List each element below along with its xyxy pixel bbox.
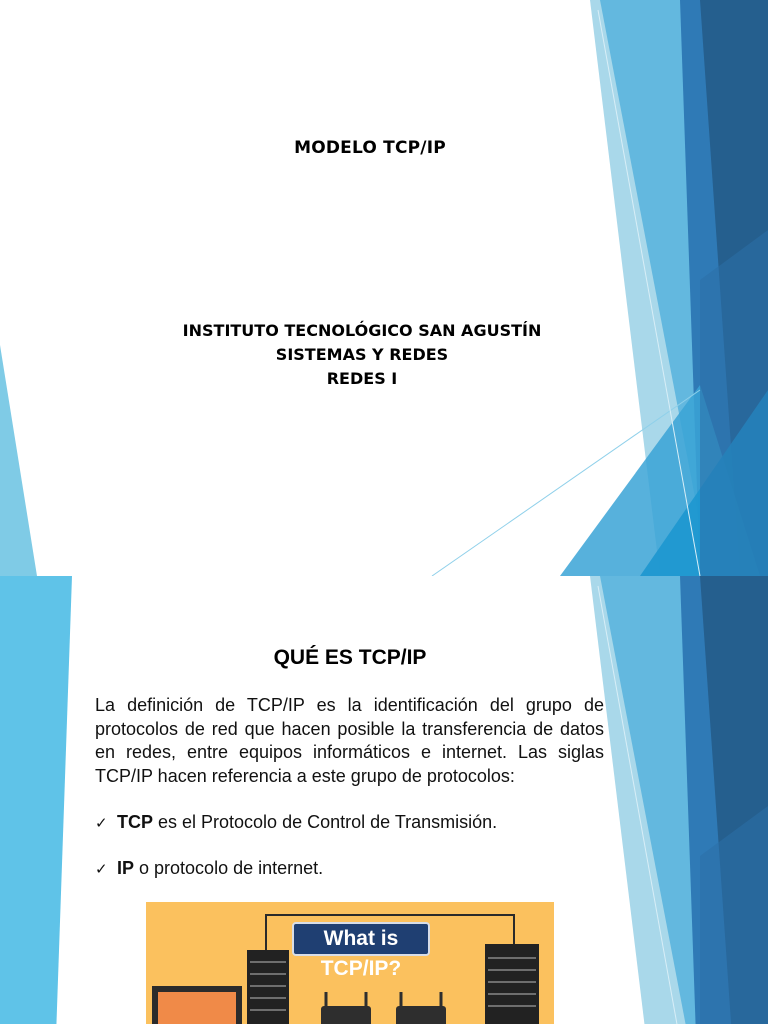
bullet-text: es el Protocolo de Control de Transmisión. xyxy=(153,812,498,832)
bullet-text: o protocolo de internet. xyxy=(134,858,324,878)
course-name: REDES I xyxy=(326,369,398,388)
checkmark-icon: ✓ xyxy=(95,814,108,832)
section-heading: QUÉ ES TCP/IP xyxy=(273,646,427,669)
bullet-tcp xyxy=(95,812,497,833)
career-name: SISTEMAS Y REDES xyxy=(275,345,449,364)
institution-name: INSTITUTO TECNOLÓGICO SAN AGUSTÍN xyxy=(182,321,542,340)
tcp-ip-illustration xyxy=(146,902,554,1024)
bullet-term: IP xyxy=(117,858,135,878)
content-slide xyxy=(0,576,768,1024)
presentation-title: MODELO TCP/IP xyxy=(294,138,446,158)
illustration-caption: What is TCP/IP? xyxy=(292,922,430,956)
bullet-ip xyxy=(95,858,323,879)
checkmark-icon: ✓ xyxy=(95,860,108,878)
definition-paragraph: La definición de TCP/IP es la identificación del grupo de protocolos de red que hacen posible la transferencia de datos en redes, entre equipos informáticos e internet. Las siglas TCP/IP hacen referencia a este grupo de protocolos: xyxy=(95,695,604,786)
bullet-term: TCP xyxy=(117,812,153,832)
